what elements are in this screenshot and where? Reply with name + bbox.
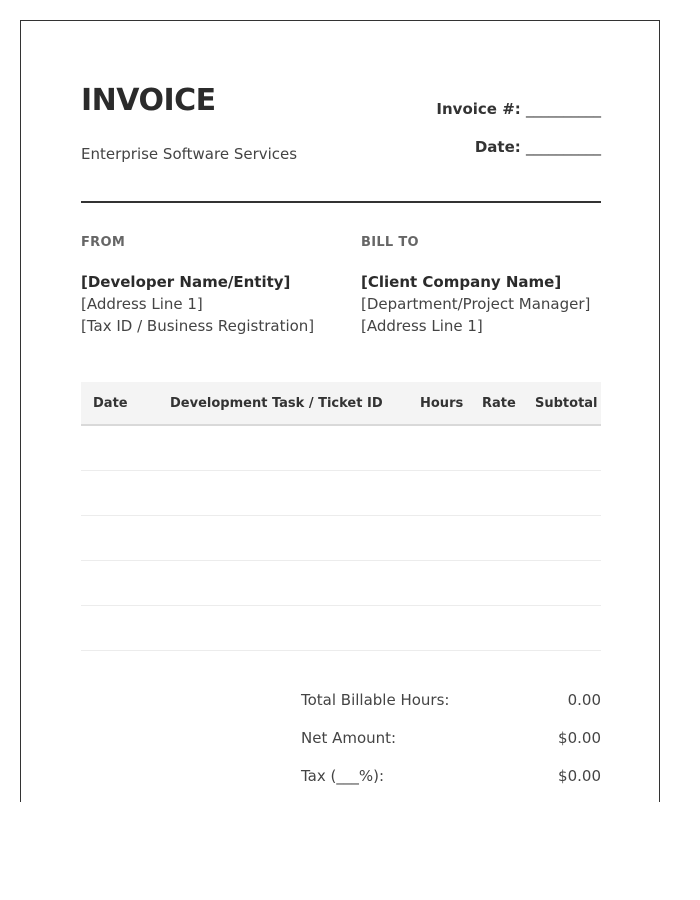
from-name: [Developer Name/Entity] <box>81 273 291 291</box>
line-items-table <box>81 382 601 651</box>
tax-value: $0.00 <box>558 767 601 785</box>
table-row[interactable] <box>81 426 601 471</box>
bill-to-section <box>361 235 621 337</box>
invoice-page <box>20 20 660 802</box>
invoice-subtitle: Enterprise Software Services <box>81 145 298 163</box>
invoice-date-field[interactable] <box>475 138 601 156</box>
header-divider <box>81 201 601 203</box>
bill-to-heading: BILL TO <box>361 235 419 250</box>
table-row[interactable] <box>81 606 601 651</box>
bill-to-name: [Client Company Name] <box>361 273 562 291</box>
column-header-task: Development Task / Ticket ID <box>170 396 383 411</box>
invoice-number-blank: __________ <box>526 100 601 118</box>
net-amount-label: Net Amount: <box>301 729 397 747</box>
total-hours-label: Total Billable Hours: <box>301 691 450 709</box>
column-header-hours: Hours <box>420 396 464 411</box>
column-header-subtotal: Subtotal <box>535 396 598 411</box>
invoice-number-field[interactable] <box>436 100 601 118</box>
tax-label: Tax (___%): <box>301 767 385 785</box>
net-amount-value: $0.00 <box>558 729 601 747</box>
total-hours-value: 0.00 <box>567 691 601 709</box>
column-header-rate: Rate <box>482 396 516 411</box>
table-row[interactable] <box>81 516 601 561</box>
from-heading: FROM <box>81 235 126 250</box>
invoice-title: INVOICE <box>81 83 216 118</box>
table-header <box>81 382 601 426</box>
invoice-date-label: Date: <box>474 138 521 156</box>
from-tax-id: [Tax ID / Business Registration] <box>81 317 315 335</box>
table-row[interactable] <box>81 471 601 516</box>
from-section <box>81 235 341 337</box>
table-row[interactable] <box>81 561 601 606</box>
column-header-date: Date <box>93 396 128 411</box>
invoice-date-blank: __________ <box>526 138 601 156</box>
bill-to-department: [Department/Project Manager] <box>361 295 591 313</box>
from-address-line: [Address Line 1] <box>81 295 203 313</box>
bill-to-address-line: [Address Line 1] <box>361 317 483 335</box>
invoice-number-label: Invoice #: <box>436 100 521 118</box>
